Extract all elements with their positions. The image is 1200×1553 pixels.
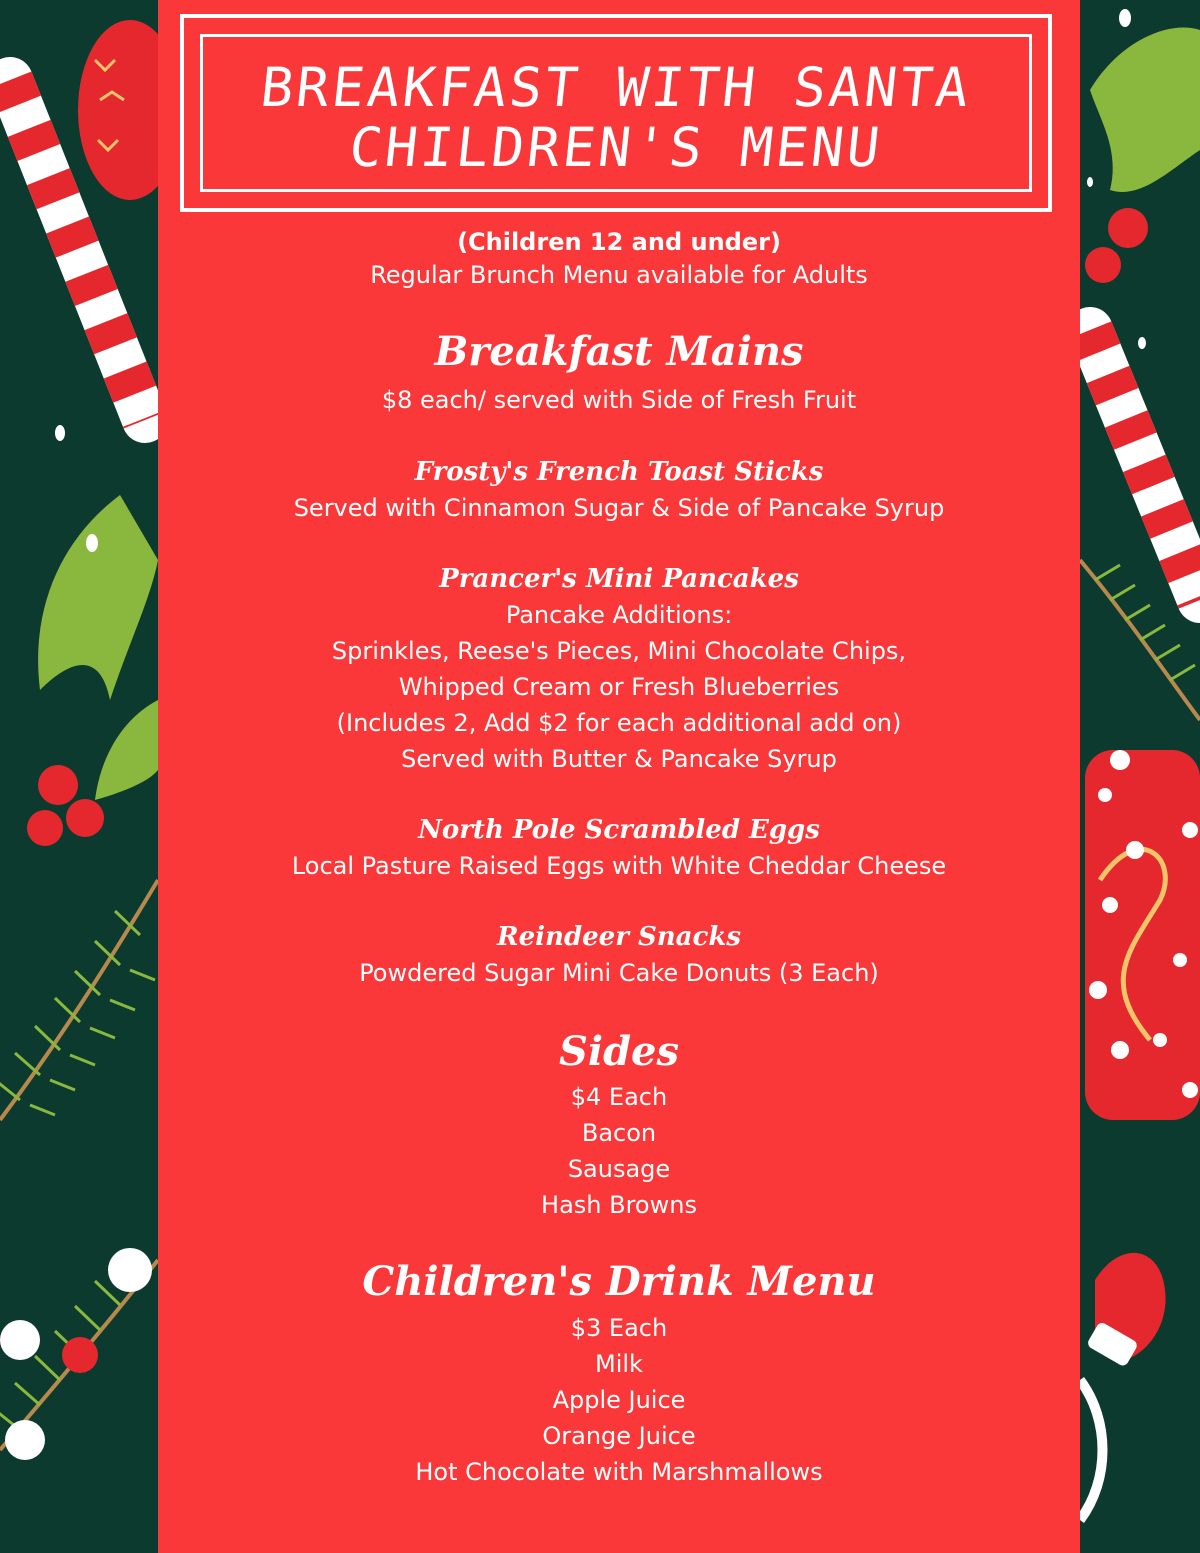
drinks-heading: Children's Drink Menu bbox=[362, 1258, 876, 1305]
list-item: Bacon bbox=[581, 1119, 657, 1147]
berry-icon bbox=[0, 1248, 152, 1460]
mains-price: $8 each/ served with Side of Fresh Fruit bbox=[381, 386, 857, 414]
holly-leaf-icon bbox=[38, 495, 158, 800]
sides-price: $4 Each bbox=[570, 1083, 668, 1111]
item-desc: Served with Cinnamon Sugar & Side of Pancake Syrup bbox=[293, 494, 945, 522]
berry-icon bbox=[27, 765, 104, 846]
list-item: Hot Chocolate with Marshmallows bbox=[415, 1458, 823, 1486]
berry-icon bbox=[1085, 208, 1148, 283]
list-item: Orange Juice bbox=[542, 1422, 696, 1450]
title-line-2: CHILDREN'S MENU bbox=[346, 116, 886, 179]
item-name: Frosty's French Toast Sticks bbox=[414, 457, 824, 487]
list-item: Milk bbox=[595, 1350, 643, 1378]
item-desc: Sprinkles, Reese's Pieces, Mini Chocolate Chips, bbox=[331, 637, 907, 665]
item-name: North Pole Scrambled Eggs bbox=[418, 815, 820, 845]
item-desc: Local Pasture Raised Eggs with White Cheddar Cheese bbox=[291, 852, 947, 880]
title-line-1: BREAKFAST WITH SANTA bbox=[257, 56, 975, 119]
item-desc: Powdered Sugar Mini Cake Donuts (3 Each) bbox=[359, 959, 879, 987]
list-item: Sausage bbox=[567, 1155, 671, 1183]
item-desc: Served with Butter & Pancake Syrup bbox=[401, 745, 837, 773]
mitten-icon bbox=[1080, 1253, 1166, 1520]
candy-cane-icon bbox=[1090, 330, 1200, 600]
age-note: (Children 12 and under) bbox=[457, 228, 781, 256]
item-name: Prancer's Mini Pancakes bbox=[439, 564, 799, 594]
sides-heading: Sides bbox=[558, 1028, 680, 1075]
gift-icon bbox=[1085, 750, 1200, 1120]
item-desc: (Includes 2, Add $2 for each additional add on) bbox=[336, 709, 902, 737]
list-item: Apple Juice bbox=[552, 1386, 686, 1414]
list-item: Hash Browns bbox=[541, 1191, 697, 1219]
item-desc: Pancake Additions: bbox=[505, 601, 733, 629]
adult-note: Regular Brunch Menu available for Adults bbox=[370, 261, 868, 289]
holly-leaf-icon bbox=[1090, 28, 1200, 192]
title-frame bbox=[180, 14, 1052, 212]
mains-heading: Breakfast Mains bbox=[434, 328, 804, 375]
item-desc: Whipped Cream or Fresh Blueberries bbox=[398, 673, 840, 701]
item-name: Reindeer Snacks bbox=[497, 922, 741, 952]
drinks-price: $3 Each bbox=[570, 1314, 668, 1342]
menu-panel bbox=[158, 0, 1080, 1553]
